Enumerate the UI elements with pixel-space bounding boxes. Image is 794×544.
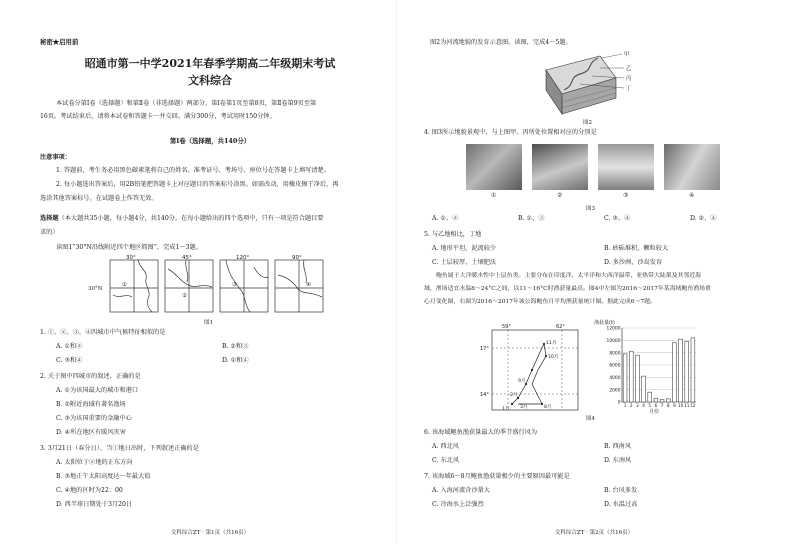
figure-4-bar-chart [592,318,700,414]
passage-line-2: 域，渔场适宜水温8～24°C之间，以11～16°C时渔获量最高。图4中左图为2016～2017年某海域鲍鱼渔场重 [424,286,711,292]
q2-opt-c[interactable]: C. ③为该国重要的金融中心 [56,415,132,422]
passage-line-1: 鲍鱼属于大洋暖水性中上层鱼类。主要分布在印度洋、太平洋和大西洋温带、亚热带大陆架及其邻近海 [436,273,702,279]
fig3-num-4: ④ [689,192,695,199]
bar-chart-xtick-1: 1 [623,403,627,408]
fig3-num-3: ③ [623,192,629,199]
fig4-month-3: 3月 [520,405,528,410]
bar-chart-xtick-12: 12 [690,403,696,408]
fig4-month-11: 11月 [546,341,557,346]
part1-heading: 第Ⅰ卷（选择题，共140分） [169,137,251,145]
q7-opt-d[interactable]: D. 水温过高 [604,501,638,508]
notice-title: 注意事项： [40,154,71,161]
fig2-caption: 图2 [583,120,592,126]
bar-chart-ytick-3: 6000 [609,363,621,369]
q5-stem: 5. 与乙地相比，丁地 [424,231,482,238]
exam-title: 昭通市第一中学2021年春季学期高二年级期末考试 [84,57,336,70]
bar-chart-xlabel: 月份 [648,409,660,414]
bar-chart-xtick-2: 2 [629,403,633,408]
q2-opt-a[interactable]: A. ①为该国最大的城市和港口 [56,387,139,394]
q1-opt-d[interactable]: D. ①和④ [222,357,249,364]
bar-chart-ylabel: 渔获量(t) [594,320,615,326]
bar-chart-ytick-5: 10000 [606,338,621,344]
q4-opt-a[interactable]: A. ①、② [432,215,459,222]
q5-opt-b[interactable]: B. 砂砾堆积，颗粒较大 [604,245,669,252]
q3-opt-a[interactable]: A. 太阳位于②地的正东方向 [56,459,133,466]
q1-opt-c[interactable]: C. ③和④ [56,357,83,364]
fig4-lat-17: 17° [480,346,489,352]
bar-month-11 [685,342,689,402]
figure-2-block-diagram [540,48,640,120]
passage-line-3: 心月变化图，右图为2016～2017年该公海鲍鱼月平均渔获量统计图。据此完成6～7题。 [424,299,656,305]
q2-stem: 2. 关于图中四城市的叙述，正确的是 [40,373,141,380]
bar-month-5 [648,392,652,402]
fig4-month-1: 1月 [502,407,510,412]
read-fig1: 读图1“30°N沿线附近四个地区简图”，完成1～3题。 [56,244,202,251]
choice-text-b: 求的） [40,229,59,236]
bar-chart-ytick-0: 0 [617,400,621,406]
q3-opt-b[interactable]: B. ③地正午太阳高度达一年最大值 [56,473,151,480]
fig3-num-2: ② [557,192,563,199]
intro-line-2: 16页。考试结束后，请将本试卷和答题卡一并交回。满分300分，考试用时150分钟。 [40,113,276,120]
bar-chart-xtick-10: 10 [677,403,684,408]
fig2-label-yi: 乙 [626,66,632,72]
fig4-month-8: 8月 [544,405,552,410]
bar-chart-ytick-1: 2000 [609,388,621,394]
bar-chart-xtick-6: 6 [654,403,658,408]
bar-month-9 [673,343,677,402]
choice-text-a: （本大题共35小题，每小题4分，共140分。在每小题给出的四个选项中，只有一项是符合题目要 [58,215,324,222]
bar-chart-ytick-4: 8000 [609,351,621,357]
bar-month-3 [636,355,640,402]
fig1-label-1: 30° [126,255,136,261]
q5-opt-c[interactable]: C. 土层较厚，土壤肥沃 [432,259,497,266]
fig3-photo-2 [532,144,588,190]
fig4-lat-14: 14° [480,392,489,398]
figure-1-maps [108,255,328,317]
q1-stem: 1. ①、②、③、④四城市中气候特征相似的是 [40,329,166,336]
fig1-city-4: ④ [306,282,311,288]
choice-heading: 选择题 [40,215,59,222]
fig4-caption: 图4 [586,416,595,422]
bar-chart-ytick-6: 12000 [606,326,621,332]
q7-opt-b[interactable]: B. 台风多发 [604,487,638,494]
q3-stem: 3. 3月21日（春分日），当①地日出时，下列叙述正确的是 [40,445,199,452]
q4-opt-c[interactable]: C. ③、④ [604,215,631,222]
figure-4-track-map [478,322,584,416]
q4-opt-d[interactable]: D. ②、④ [690,215,717,222]
fig1-city-1: ① [122,282,127,288]
notice-2a: 2. 每小题选出答案后，用2B铅笔把答题卡上对应题目的答案标号涂黑。如需改动，用橡皮擦干净后，再 [56,181,339,188]
bar-month-8 [666,399,670,402]
q6-opt-d[interactable]: D. 东南风 [604,457,632,464]
bar-month-4 [642,376,646,402]
fig2-label-ding: 丁 [626,86,632,92]
fig3-photo-3 [598,144,654,190]
fig1-label-2: 45° [182,255,192,261]
q5-opt-a[interactable]: A. 地形平坦，泥流较少 [432,245,497,252]
bar-month-2 [629,351,633,402]
q7-stem: 7. 该海域6～8月鲍鱼渔获量极少的主要原因最可能是 [424,473,570,480]
fig2-label-bing: 丙 [626,76,632,82]
bar-month-12 [691,338,695,402]
fig1-city-3: ③ [232,282,237,288]
q7-opt-a[interactable]: A. 入海河流含沙量大 [432,487,490,494]
page-divider [396,0,397,544]
fig2-label-jia: 甲 [624,52,630,58]
bar-chart-xtick-11: 11 [684,403,690,408]
q5-opt-d[interactable]: D. 多沙洲，沙岛发育 [604,259,663,266]
fig1-caption: 图1 [204,320,213,326]
q6-opt-b[interactable]: B. 西南风 [604,443,632,450]
bar-chart-xtick-7: 7 [660,403,664,408]
q1-opt-b[interactable]: B. ②和③ [222,343,249,350]
bar-chart-xtick-9: 9 [673,403,676,408]
fig3-photo-1 [466,144,522,190]
q2-opt-b[interactable]: B. ②附近海域有著名渔场 [56,401,126,408]
fig4-month-10: 10月 [548,355,559,360]
bar-chart-xtick-5: 5 [648,403,652,408]
bar-month-6 [654,398,658,402]
bar-chart-ytick-2: 4000 [609,375,621,381]
fig1-lat-label: 30°N [88,286,103,292]
q6-opt-c[interactable]: C. 东北风 [432,457,460,464]
fig1-label-3: 120° [236,255,250,261]
choice-instructions [40,214,324,223]
bar-month-10 [679,339,683,402]
notice-2b: 选涂其他答案标号。在试题卷上作答无效。 [40,195,158,202]
intro-line-1: 本试卷分第Ⅰ卷（选择题）和第Ⅱ卷（非选择题）两部分。第Ⅰ卷第1页至第8页，第Ⅱ卷第9页至第 [56,100,317,107]
fig4-lon-59: 59° [502,324,511,330]
q3-opt-c[interactable]: C. ④地的区时为22：00 [56,487,123,494]
fig4-month-9: 9月 [518,379,526,384]
q4-stem: 4. 图3所示地貌景观中，与上图甲、丙所处位置相对应的分别是 [424,129,597,136]
q4-opt-b[interactable]: B. ①、③ [518,215,545,222]
secret-label: 秘密★启用前 [40,38,79,46]
exam-subject: 文科综合 [188,74,232,87]
fig4-month-2: 2月 [510,393,518,398]
q2-opt-d[interactable]: D. ④所在地区有暖风灾害 [56,429,126,436]
fig3-photo-4 [664,144,720,190]
fig1-label-4: 90° [292,255,302,261]
q7-opt-c[interactable]: C. 冷海水上泛强烈 [432,501,484,508]
bar-month-7 [660,400,664,402]
notice-1: 1. 答题前，考生务必用黑色碳素笔将自己的姓名、准考证号、考场号、座位号在答题卡上填写清楚。 [56,167,330,174]
fig4-lon-62: 62° [556,324,565,330]
bar-chart-xtick-8: 8 [666,403,670,408]
bar-chart-xtick-3: 3 [636,403,639,408]
fig3-caption: 图3 [586,206,595,212]
bar-chart-xtick-4: 4 [642,403,645,408]
q6-opt-a[interactable]: A. 西北风 [432,443,459,450]
q1-opt-a[interactable]: A. ①和② [56,343,83,350]
fig3-num-1: ① [491,192,497,199]
q6-stem: 6. 该海域鲍鱼渔获量最大的季节盛行风为 [424,429,538,436]
right-footer: 文科综合ZT · 第2页（共16页） [554,530,634,536]
q3-opt-d[interactable]: D. 西半球日期处于3月20日 [56,501,133,508]
fig1-city-2: ② [182,293,187,299]
read-fig2: 图2为河流地貌的发育示意图。读图，完成4～5题。 [430,39,572,46]
left-footer: 文科综合ZT · 第1页（共16页） [170,530,250,536]
bar-month-1 [623,354,627,402]
